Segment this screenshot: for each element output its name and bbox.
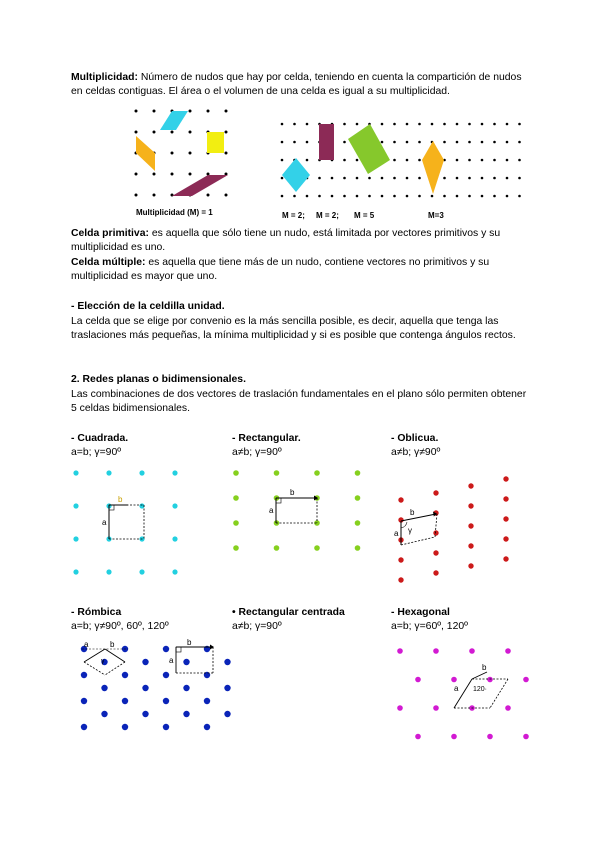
lattice-node-red (468, 503, 473, 508)
lattice-node-cyan (172, 470, 177, 475)
lattice-node (281, 123, 284, 126)
oblicua-label-b: b (410, 508, 415, 517)
lattice-rect-centrada-params: a≠b; γ=90º (232, 621, 282, 632)
parallelogram-purple-cell (172, 175, 228, 196)
lattice-node-blue (224, 711, 230, 717)
lattice-node-cyan (139, 470, 144, 475)
lattice-node (406, 195, 409, 198)
rombica-cell-lower-right (105, 662, 125, 675)
celda-multiple-paragraph (71, 256, 531, 285)
lattice-node (153, 173, 156, 176)
eleccion-text: La celda que se elige por convenio es la más sencilla posible, es decir, aquella que tenga las traslaciones más pequeñas, la mínima multiplicidad y si es posible que contenga ángulos rectos. (71, 316, 516, 342)
celda-primitiva-text: es aquella que sólo tiene un nudo, está limitada por vectores primitivos y su multiplicidad es uno. (71, 228, 501, 254)
lattice-node (418, 195, 421, 198)
lattice-node (518, 123, 521, 126)
lattice-node (456, 159, 459, 162)
lattice-node (356, 123, 359, 126)
lattice-node (207, 110, 210, 113)
lattice-node-red (503, 556, 508, 561)
lattice-node-magenta (433, 648, 439, 654)
redes-text: Las combinaciones de dos vectores de traslación fundamentales en el plano sólo permiten obtener 5 celdas bidimensionales. (71, 389, 527, 415)
lattice-node-magenta (469, 648, 475, 654)
lattice-node-blue (122, 698, 128, 704)
lattice-node (189, 152, 192, 155)
cuadrada-label-a: a (102, 518, 107, 527)
multiplicity-figure-left (128, 103, 248, 223)
lattice-node (281, 141, 284, 144)
lattice-node (356, 177, 359, 180)
lattice-node (418, 177, 421, 180)
lattice-node (393, 195, 396, 198)
rombica-label-b: b (110, 640, 115, 649)
lattice-node (135, 110, 138, 113)
lattice-node-cyan (73, 569, 78, 574)
lattice-node (468, 159, 471, 162)
square-yellow-cell (207, 132, 224, 153)
rhombus-orange-cell-right (422, 141, 444, 194)
lattice-node (368, 177, 371, 180)
lattice-node-cyan (73, 470, 78, 475)
lattice-node (318, 195, 321, 198)
lattice-node-magenta (487, 734, 493, 740)
lattice-node (393, 159, 396, 162)
caption-m3: M=3 (428, 211, 444, 220)
lattice-node (481, 141, 484, 144)
lattice-node (225, 152, 228, 155)
eleccion-heading: - Elección de la celdilla unidad. (71, 301, 225, 312)
lattice-node (506, 177, 509, 180)
lattice-node (443, 123, 446, 126)
rhombus-orange-cell (136, 136, 155, 171)
lattice-node-red (433, 570, 438, 575)
lattice-node-cyan (73, 536, 78, 541)
lattice-node (406, 159, 409, 162)
lattice-node (293, 123, 296, 126)
lattice-node (306, 195, 309, 198)
lattice-node (431, 195, 434, 198)
lattice-node-magenta (523, 734, 529, 740)
lattice-node (431, 123, 434, 126)
lattice-node (406, 177, 409, 180)
lattice-node-green (355, 495, 361, 501)
multiplicidad-text: Número de nudos que hay por celda, teniendo en cuenta la compartición de nudos en celdas contiguas. El área o el volumen de una celda es igual a su multiplicidad. (71, 72, 522, 98)
lattice-node-blue (183, 711, 189, 717)
lattice-node-red (503, 536, 508, 541)
lattice-node (189, 173, 192, 176)
lattice-rectangular-title: - Rectangular. (232, 433, 301, 444)
lattice-node (135, 173, 138, 176)
lattice-node-blue (183, 685, 189, 691)
lattice-node-red (433, 550, 438, 555)
lattice-node (306, 141, 309, 144)
lattice-node-blue (163, 672, 169, 678)
lattice-node (393, 177, 396, 180)
lattice-hexagonal-diagram (394, 643, 524, 743)
lattice-node (135, 131, 138, 134)
lattice-node (153, 110, 156, 113)
hexagonal-cell-right (490, 679, 508, 708)
rectangle-purple-cell (319, 124, 334, 160)
lattice-node (343, 177, 346, 180)
lattice-node (225, 110, 228, 113)
figure-left-caption: Multiplicidad (M) = 1 (136, 208, 213, 217)
lattice-node (331, 177, 334, 180)
lattice-node (293, 195, 296, 198)
lattice-node-blue (81, 724, 87, 730)
lattice-node (506, 123, 509, 126)
lattice-node-green (314, 545, 320, 551)
lattice-node (518, 177, 521, 180)
lattice-node (281, 195, 284, 198)
lattice-node-blue (81, 698, 87, 704)
lattice-node (443, 195, 446, 198)
lattice-node-magenta (397, 648, 403, 654)
lattice-node (225, 194, 228, 197)
lattice-node-red (433, 530, 438, 535)
rhombus-cyan-cell-right (282, 158, 310, 192)
lattice-node (456, 177, 459, 180)
oblicua-angle-arc (401, 522, 407, 528)
rect-label-a: a (269, 506, 274, 515)
lattice-node-magenta (415, 734, 421, 740)
lattice-node-green (274, 545, 280, 551)
lattice-node (506, 159, 509, 162)
lattice-node (456, 141, 459, 144)
lattice-node-magenta (397, 705, 403, 711)
lattice-node-green (355, 545, 361, 551)
lattice-node (443, 141, 446, 144)
lattice-rect-centrada-title: • Rectangular centrada (232, 607, 345, 618)
lattice-node (225, 131, 228, 134)
lattice-node (506, 195, 509, 198)
celda-multiple-term: Celda múltiple: (71, 257, 146, 268)
redes-heading: 2. Redes planas o bidimensionales. (71, 374, 246, 385)
lattice-oblicua-params: a≠b; γ≠90º (391, 447, 441, 458)
lattice-node (189, 110, 192, 113)
lattice-node (153, 194, 156, 197)
lattice-node-red (433, 490, 438, 495)
lattice-node (418, 123, 421, 126)
lattice-node-cyan (73, 503, 78, 508)
lattice-cuadrada-diagram (66, 465, 186, 580)
celda-multiple-text: es aquella que tiene más de un nudo, contiene vectores no primitivos y su multiplicidad es mayor que uno. (71, 257, 490, 283)
lattice-node-magenta (523, 677, 529, 683)
lattice-node-green (314, 470, 320, 476)
caption-m5: M = 5 (354, 211, 375, 220)
lattice-node-magenta (505, 705, 511, 711)
lattice-node (493, 123, 496, 126)
lattice-node-magenta (433, 705, 439, 711)
lattice-cuadrada-title: - Cuadrada. (71, 433, 129, 444)
lattice-node (306, 159, 309, 162)
lattice-node-cyan (172, 569, 177, 574)
lattice-node (481, 195, 484, 198)
lattice-node-blue (122, 672, 128, 678)
hexagonal-vector-b (472, 672, 487, 679)
lattice-node-red (503, 516, 508, 521)
lattice-rombica-title: - Rómbica (71, 607, 122, 618)
lattice-node (456, 195, 459, 198)
celda-primitiva-paragraph (71, 227, 531, 256)
lattice-node-green (233, 520, 239, 526)
lattice-node-blue (142, 659, 148, 665)
multiplicity-figure-right (278, 120, 518, 220)
lattice-node (493, 159, 496, 162)
caption-m2-second: M = 2; (316, 211, 339, 220)
rhombus-cyan-cell (160, 111, 188, 130)
multiplicidad-term: Multiplicidad: (71, 72, 138, 83)
lattice-oblicua-title: - Oblicua. (391, 433, 439, 444)
lattice-node-blue (101, 711, 107, 717)
lattice-node-cyan (106, 569, 111, 574)
hexagonal-label-b: b (482, 663, 487, 672)
lattice-node (189, 131, 192, 134)
celda-primitiva-term: Celda primitiva: (71, 228, 149, 239)
oblicua-cell-bottom (401, 537, 435, 545)
square-green-cell (348, 124, 390, 174)
lattice-node (468, 123, 471, 126)
lattice-node (135, 194, 138, 197)
lattice-node-magenta (487, 677, 493, 683)
lattice-node (481, 123, 484, 126)
lattice-node-cyan (139, 569, 144, 574)
oblicua-vector-b (401, 514, 436, 521)
lattice-node (343, 123, 346, 126)
lattice-node (393, 141, 396, 144)
lattice-node-blue (142, 711, 148, 717)
lattice-oblicua-nodes (398, 476, 508, 582)
lattice-node (343, 141, 346, 144)
lattice-node-red (398, 577, 403, 582)
multiplicidad-paragraph (71, 71, 531, 100)
lattice-node (493, 195, 496, 198)
lattice-node-green (355, 520, 361, 526)
lattice-rombica-params: a=b; γ≠90º, 60º, 120º (71, 621, 169, 632)
lattice-node-red (503, 496, 508, 501)
lattice-cuadrada-nodes (73, 470, 177, 574)
lattice-node (381, 141, 384, 144)
rect-centrada-label-b: b (187, 638, 192, 647)
lattice-node-blue (163, 698, 169, 704)
lattice-rombica-diagram (72, 637, 237, 732)
lattice-node-cyan (106, 470, 111, 475)
lattice-node (343, 195, 346, 198)
lattice-node (331, 195, 334, 198)
lattice-node (171, 152, 174, 155)
lattice-hexagonal-title: - Hexagonal (391, 607, 450, 618)
lattice-node (418, 141, 421, 144)
rect-centrada-label-a: a (169, 656, 174, 665)
lattice-node (381, 195, 384, 198)
hexagonal-label-a: a (454, 684, 459, 693)
lattice-cuadrada-params: a=b; γ=90º (71, 447, 122, 458)
lattice-node (493, 141, 496, 144)
lattice-node (356, 159, 359, 162)
lattice-node-green (233, 470, 239, 476)
lattice-node (468, 141, 471, 144)
lattice-node-blue (204, 698, 210, 704)
lattice-node (281, 177, 284, 180)
lattice-node (443, 177, 446, 180)
lattice-node (343, 159, 346, 162)
lattice-node-blue (204, 724, 210, 730)
lattice-node-cyan (172, 503, 177, 508)
rombica-label-gamma: γ (101, 658, 105, 665)
lattice-node (481, 177, 484, 180)
lattice-node-blue (163, 724, 169, 730)
lattice-node-blue (163, 646, 169, 652)
lattice-node (468, 177, 471, 180)
lattice-node-blue (122, 724, 128, 730)
lattice-rectangular-params: a≠b; γ=90º (232, 447, 282, 458)
lattice-node (281, 159, 284, 162)
cuadrada-label-b: b (118, 495, 123, 504)
lattice-node (368, 195, 371, 198)
rombica-vector-b (105, 649, 125, 662)
lattice-node (456, 123, 459, 126)
oblicua-label-gamma: γ (408, 526, 412, 535)
oblicua-label-a: a (394, 529, 399, 538)
caption-m2-first: M = 2; (282, 211, 305, 220)
lattice-node (356, 195, 359, 198)
rombica-label-a: a (84, 640, 89, 649)
lattice-node (306, 123, 309, 126)
lattice-node-blue (142, 685, 148, 691)
lattice-node-red (398, 497, 403, 502)
lattice-node-red (503, 476, 508, 481)
lattice-node (171, 131, 174, 134)
lattice-node (493, 177, 496, 180)
lattice-node (506, 141, 509, 144)
lattice-node-green (355, 470, 361, 476)
lattice-node-cyan (172, 536, 177, 541)
lattice-node-magenta (451, 734, 457, 740)
lattice-node-blue (224, 659, 230, 665)
rect-centrada-right-angle (176, 647, 181, 652)
lattice-node (518, 141, 521, 144)
hexagonal-label-angle: 120· (473, 686, 488, 693)
lattice-node-green (233, 495, 239, 501)
lattice-oblicua-diagram (390, 470, 515, 595)
lattice-hexagonal-params: a=b; γ=60º, 120º (391, 621, 468, 632)
lattice-node-blue (101, 685, 107, 691)
lattice-node-red (468, 543, 473, 548)
lattice-node-red (398, 557, 403, 562)
lattice-node (406, 123, 409, 126)
lattice-node (207, 194, 210, 197)
lattice-node-red (468, 523, 473, 528)
rect-label-b: b (290, 488, 295, 497)
lattice-node (468, 195, 471, 198)
lattice-rectangular-diagram (228, 465, 368, 580)
lattice-node-blue (183, 659, 189, 665)
lattice-node (153, 131, 156, 134)
lattice-node (381, 177, 384, 180)
lattice-node (418, 159, 421, 162)
lattice-node-green (274, 470, 280, 476)
lattice-node (171, 173, 174, 176)
lattice-node-blue (81, 672, 87, 678)
lattice-node-magenta (415, 677, 421, 683)
lattice-node-red (468, 563, 473, 568)
figure-right-nodes (281, 123, 521, 198)
lattice-node-magenta (505, 648, 511, 654)
lattice-rectangular-nodes (233, 470, 360, 551)
lattice-node (518, 159, 521, 162)
lattice-node (393, 123, 396, 126)
lattice-node-magenta (451, 677, 457, 683)
lattice-node (318, 177, 321, 180)
lattice-node (481, 159, 484, 162)
lattice-node-blue (224, 685, 230, 691)
lattice-node-green (233, 545, 239, 551)
lattice-node (406, 141, 409, 144)
lattice-node-red (468, 483, 473, 488)
lattice-node (293, 141, 296, 144)
lattice-node (518, 195, 521, 198)
lattice-node (171, 194, 174, 197)
lattice-node (381, 123, 384, 126)
